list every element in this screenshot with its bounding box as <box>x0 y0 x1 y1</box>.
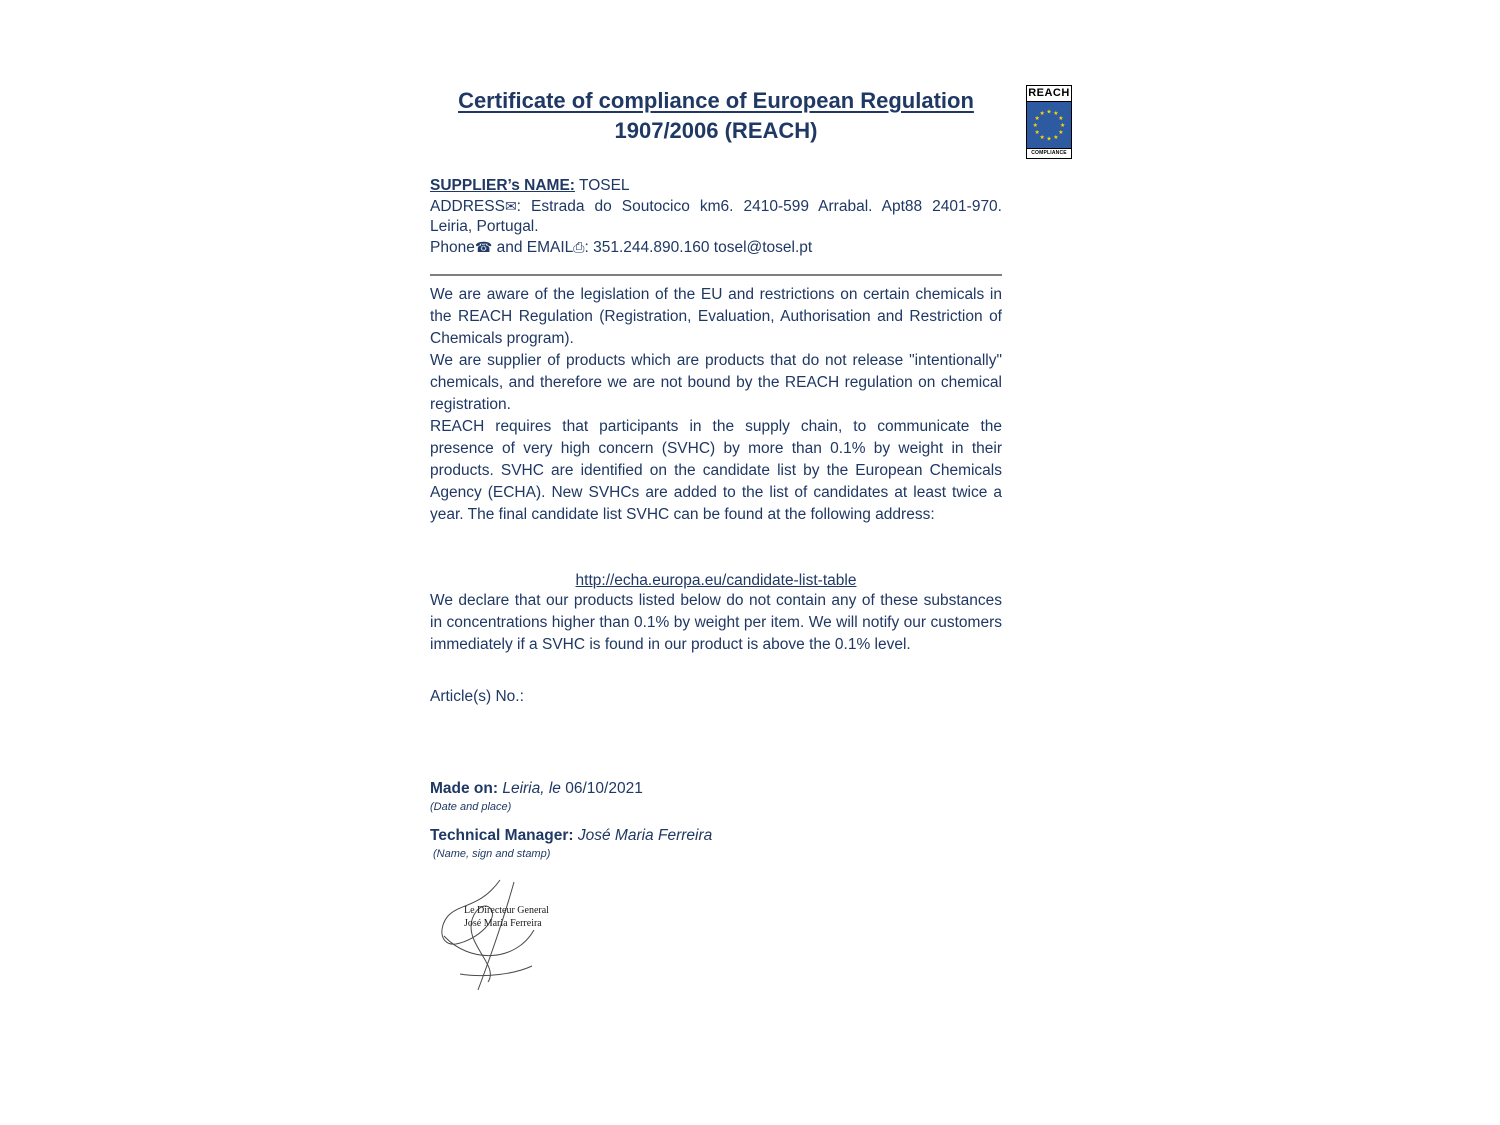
svg-text:★: ★ <box>1046 136 1052 143</box>
svg-text:★: ★ <box>1039 134 1045 141</box>
reach-compliance-logo <box>1026 85 1072 159</box>
supplier-name-line <box>430 176 1002 196</box>
address-label: ADDRESS <box>430 198 505 215</box>
fax-icon: ⎙ <box>573 239 585 255</box>
phone-label: Phone <box>430 239 475 256</box>
address-value: : Estrada do Soutocico km6. 2410-599 Arrabal. Apt88 2401-970. Leiria, Portugal. <box>430 198 1002 235</box>
paragraph-supplier-status: We are supplier of products which are products that do not release "intentionally" chemicals, and therefore we are not bound by the REACH regulation on chemical registration. <box>430 352 1002 413</box>
signature-area <box>430 878 580 993</box>
candidate-list-link-line <box>430 572 1002 590</box>
svg-text:★: ★ <box>1058 116 1064 123</box>
paragraph-svhc-requirements: REACH requires that participants in the supply chain, to communicate the presence of very high concern (SVHC) by more than 0.1% by weight in their products. SVHC are identified on the candidate list by the European Chemicals Agency (ECHA). New SVHCs are added to the list of candidates at least twice a year. The final candidate list SVHC can be found at the following address: <box>430 418 1002 523</box>
sign-stamp-caption: (Name, sign and stamp) <box>433 848 551 860</box>
handwritten-signature-icon <box>430 878 580 993</box>
paragraph-declaration: We declare that our products listed below do not contain any of these substances in concentrations higher than 0.1% by weight per item. We will notify our customers immediately if a SVHC is found in our product is above the 0.1% level. <box>430 592 1002 653</box>
envelope-icon: ✉ <box>504 198 517 214</box>
supplier-contact-line <box>430 237 1002 258</box>
svg-text:★: ★ <box>1060 122 1066 129</box>
svg-text:★: ★ <box>1039 111 1045 118</box>
phone-icon: ☎ <box>474 239 493 255</box>
email-label: and EMAIL <box>492 239 574 256</box>
svg-text:★: ★ <box>1032 122 1038 129</box>
certificate-document <box>430 86 1002 993</box>
made-on-place: Leiria, le <box>498 780 561 797</box>
made-on-label: Made on: <box>430 780 499 797</box>
supplier-name-label: SUPPLIER’s NAME: <box>430 177 575 194</box>
reach-logo-title: REACH <box>1026 85 1072 102</box>
svg-text:★: ★ <box>1053 134 1059 141</box>
made-on-date: 06/10/2021 <box>560 780 643 797</box>
made-on-line <box>430 780 1002 798</box>
header-divider <box>430 274 1002 276</box>
supplier-name-value: TOSEL <box>574 177 630 194</box>
article-number-label: Article(s) No.: <box>430 688 524 705</box>
svg-text:★: ★ <box>1058 129 1064 136</box>
paragraph-reach-awareness: We are aware of the legislation of the EU and restrictions on certain chemicals in the REACH Regulation (Registration, Evaluation, Authorisation and Restriction of Chemicals program). <box>430 286 1002 347</box>
candidate-list-link[interactable]: http://echa.europa.eu/candidate-list-table <box>575 572 857 589</box>
technical-manager-line <box>430 827 1002 845</box>
reach-logo-compliance-label: COMPLIANCE <box>1026 148 1072 159</box>
supplier-address-line <box>430 196 1002 237</box>
svg-text:★: ★ <box>1046 109 1052 116</box>
title-line-2: 1907/2006 (REACH) <box>614 118 818 143</box>
technical-manager-label: Technical Manager: <box>430 827 574 844</box>
date-place-caption: (Date and place) <box>430 801 512 813</box>
svg-text:★: ★ <box>1053 111 1059 118</box>
stamp-line-1: Le Directeur General <box>464 905 549 916</box>
contact-value: : 351.244.890.160 tosel@tosel.pt <box>584 239 813 256</box>
title-line-1: Certificate of compliance of European Regulation <box>458 88 974 113</box>
eu-stars-icon <box>1026 102 1072 148</box>
svg-text:★: ★ <box>1034 116 1040 123</box>
supplier-block <box>430 176 1002 258</box>
stamp-line-2: José Maria Ferreira <box>464 918 542 929</box>
document-title <box>430 86 1002 146</box>
svg-text:★: ★ <box>1034 129 1040 136</box>
technical-manager-name: José Maria Ferreira <box>573 827 713 844</box>
stamp-text <box>464 904 549 930</box>
